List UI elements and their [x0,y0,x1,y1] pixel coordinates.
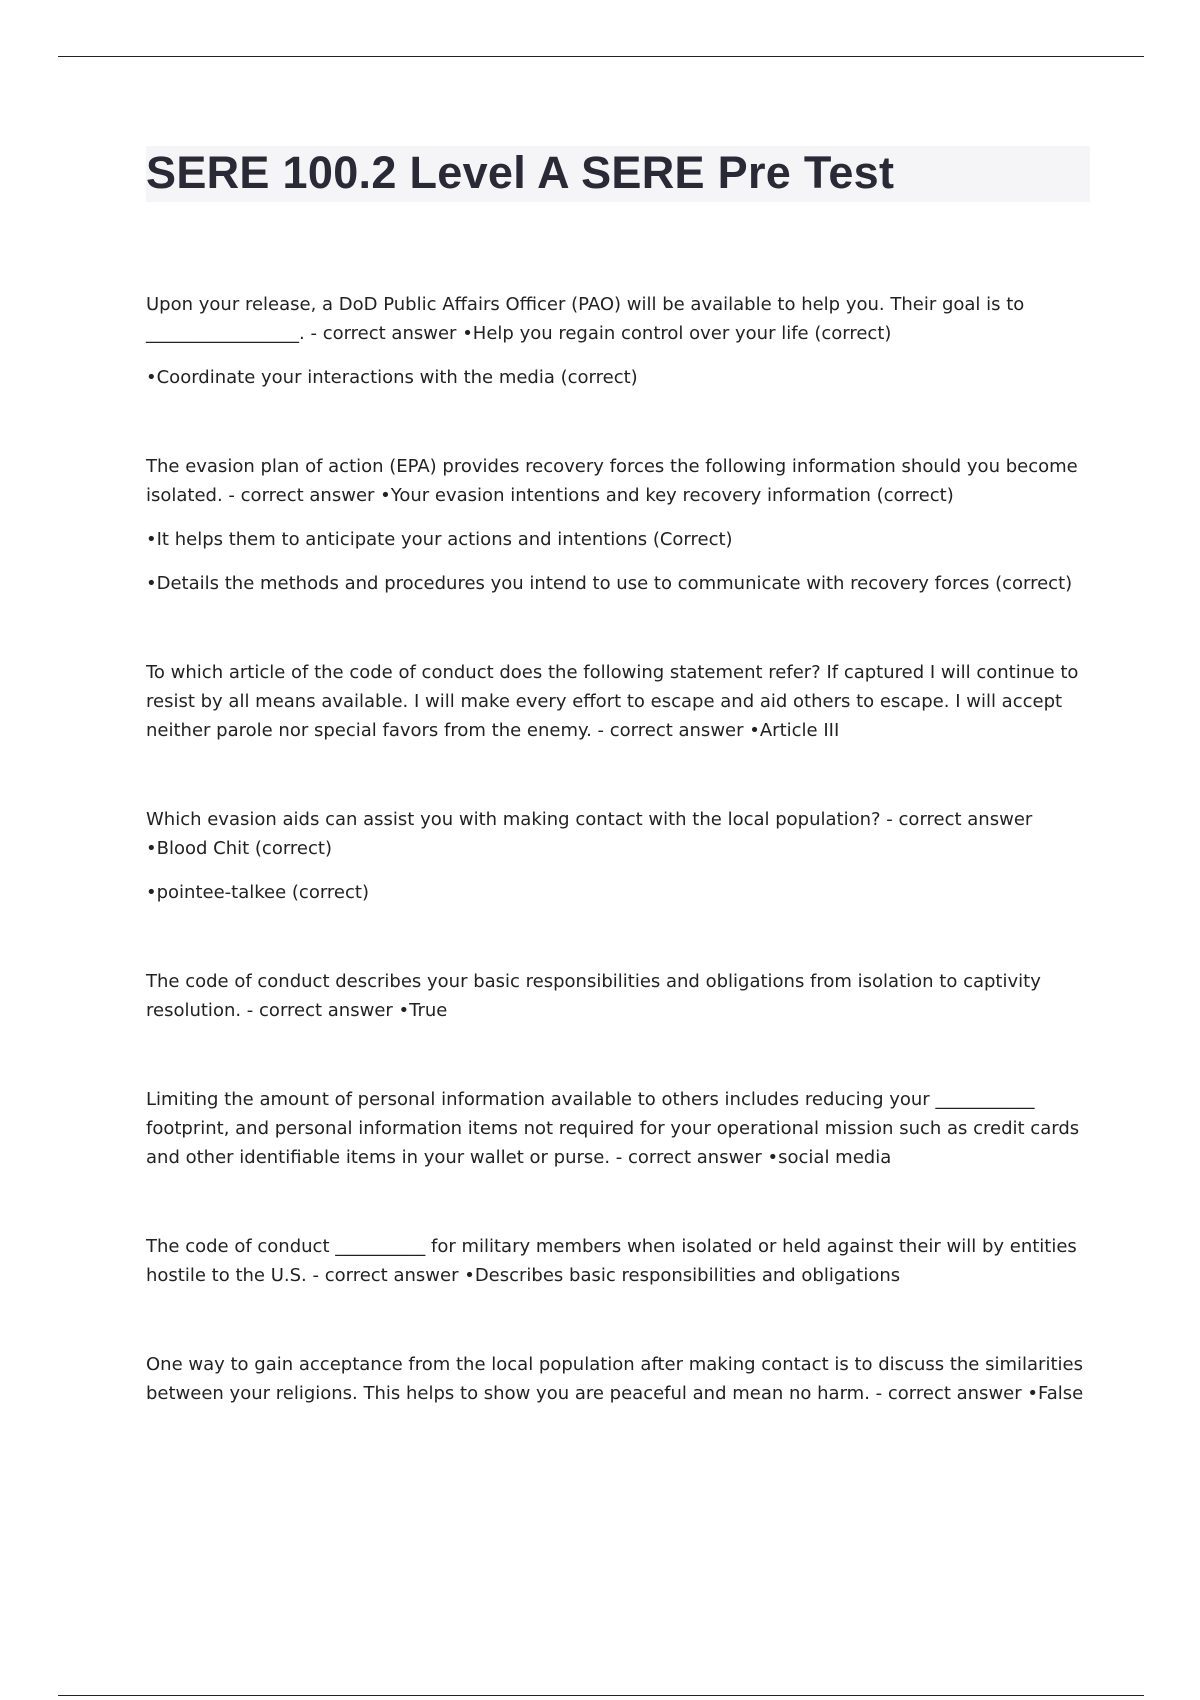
question-text: To which article of the code of conduct does the following statement refer? If captured I will continue to resist by all means available. I will make every effort to escape and aid others to escape. I will accept neither parole nor special favors from the enemy. - [146,662,1079,741]
answer-text: •False [1027,1383,1084,1404]
qa-item [146,290,1096,392]
answer-extra: •It helps them to anticipate your actions and intentions (Correct) [146,529,733,550]
question-text: The code of conduct describes your basic responsibilities and obligations from isolation to captivity resolution. - [146,971,1041,1021]
answer-label: correct answer [259,1000,393,1021]
answer-label: correct answer [887,1383,1022,1404]
question-text: . - [299,323,317,344]
document-body [146,290,1096,1468]
qa-question [146,1232,1096,1290]
qa-question [146,805,1096,863]
answer-blank: _________________ [146,323,299,344]
qa-question [146,290,1096,348]
answer-label: correct answer [628,1147,762,1168]
qa-item [146,1085,1096,1172]
qa-item [146,805,1096,907]
answer-text: •Help you regain control over your life (correct) [462,323,892,344]
answer-extra: •Details the methods and procedures you intend to use to communicate with recovery forces (correct) [146,573,1073,594]
answer-blank: ___________ [935,1089,1035,1110]
answer-text: •Blood Chit (correct) [146,838,332,859]
question-text: Which evasion aids can assist you with making contact with the local population? - [146,809,893,830]
question-text: Limiting the amount of personal information available to others includes reducing your [146,1089,930,1110]
question-text: The code of conduct [146,1236,330,1257]
qa-question [146,1085,1096,1172]
qa-question [146,658,1096,745]
answer-text: •Your evasion intentions and key recovery information (correct) [380,485,954,506]
bottom-rule [58,1695,1144,1696]
answer-label: correct answer [898,809,1033,830]
question-text: The evasion plan of action (EPA) provides recovery forces the following information should you become isolated. - [146,456,1078,506]
answer-extra: •pointee-talkee (correct) [146,882,369,903]
qa-question [146,452,1096,510]
qa-item [146,967,1096,1025]
answer-text: •Describes basic responsibilities and obligations [464,1265,901,1286]
answer-label: correct answer [324,1265,459,1286]
question-text: One way to gain acceptance from the local population after making contact is to discuss the similarities between your religions. This helps to show you are peaceful and mean no harm. - [146,1354,1083,1404]
answer-text: •Article III [749,720,840,741]
question-text: Upon your release, a DoD Public Affairs Officer (PAO) will be available to help you. Their goal is to [146,294,1025,315]
question-text: for military members when isolated or held against their will by entities hostile to the U.S. - [146,1236,1077,1286]
question-text: footprint, and personal information items not required for your operational mission such as credit cards and other identifiable items in your wallet or purse. - [146,1118,1080,1168]
document-title: SERE 100.2 Level A SERE Pre Test [146,147,895,198]
top-rule [58,56,1144,57]
answer-text: •True [398,1000,448,1021]
answer-label: correct answer [240,485,375,506]
answer-text: •social media [767,1147,892,1168]
answer-label: correct answer [322,323,457,344]
qa-item [146,1350,1096,1408]
qa-question [146,967,1096,1025]
qa-item [146,1232,1096,1290]
qa-item [146,452,1096,598]
qa-item [146,658,1096,745]
qa-question [146,1350,1096,1408]
answer-label: correct answer [609,720,744,741]
answer-extra: •Coordinate your interactions with the media (correct) [146,367,638,388]
answer-blank: __________ [335,1236,426,1257]
